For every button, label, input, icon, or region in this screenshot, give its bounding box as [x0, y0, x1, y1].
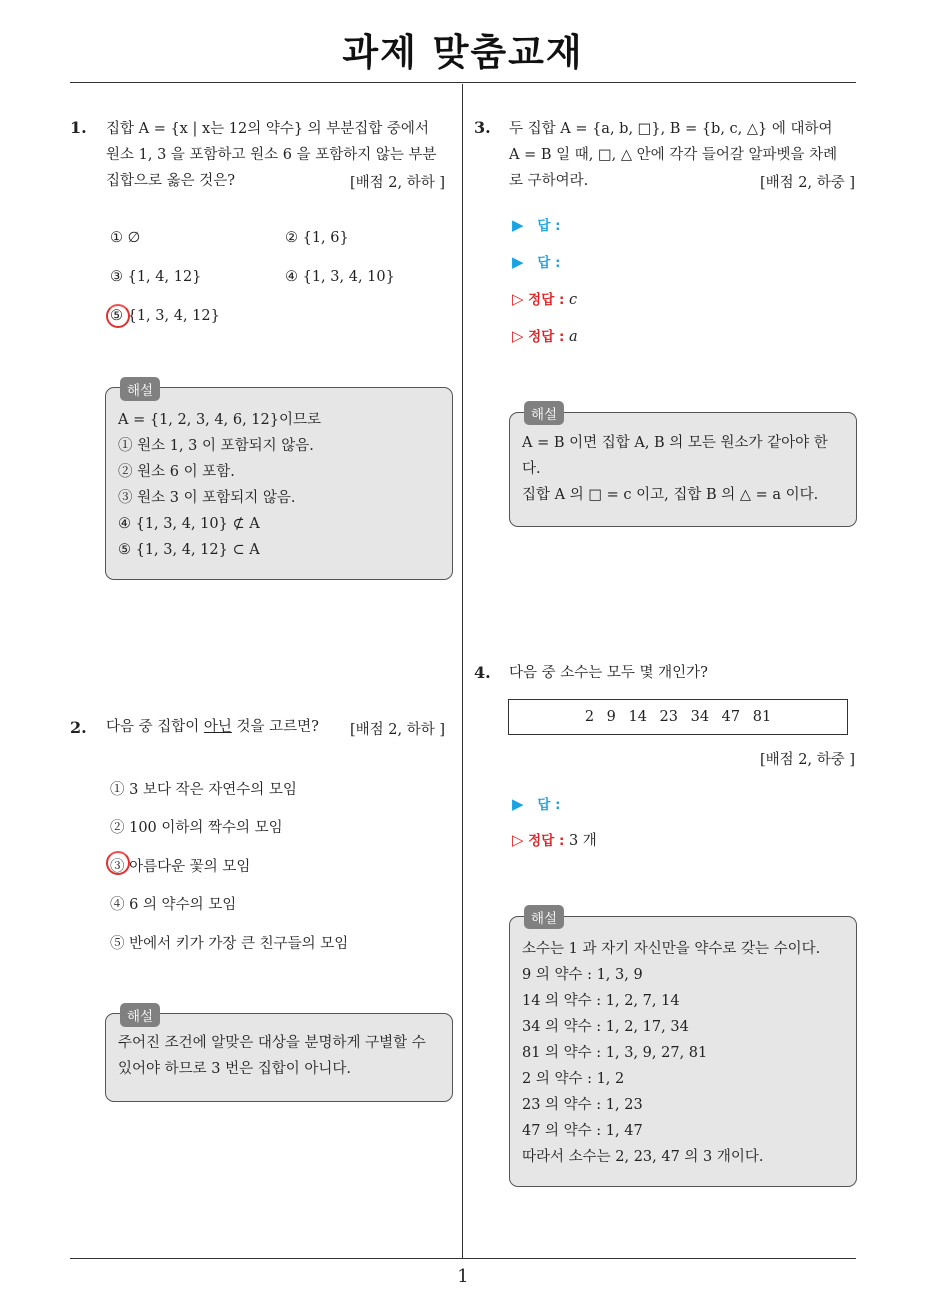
correct-value: c: [568, 292, 578, 308]
q4-solution-line-4: 34 의 약수 : 1, 2, 17, 34: [522, 1019, 689, 1035]
q4-solution-line-3: 14 의 약수 : 1, 2, 7, 14: [522, 993, 680, 1009]
q4-solution-box: [509, 916, 857, 1187]
q3-solution-box: [509, 412, 857, 527]
question-4-number: 4.: [474, 663, 491, 682]
question-4-score: [배점 2, 하중 ]: [760, 752, 856, 768]
question-3-score: [배점 2, 하중 ]: [760, 175, 856, 191]
question-2-text-underline: 아닌: [203, 719, 232, 735]
play-triangle-icon: ▶: [512, 216, 524, 234]
outline-triangle-icon: ▷: [512, 290, 524, 308]
q3-correct-2: [512, 325, 578, 345]
question-3-line-3: 로 구하여라.: [509, 173, 589, 189]
q4-answer[interactable]: [512, 793, 561, 813]
answer-label: 답 :: [537, 797, 561, 813]
correct-value: a: [568, 329, 578, 345]
q2-choice-2[interactable]: ② 100 이하의 짝수의 모임: [110, 820, 283, 836]
question-4-text: 다음 중 소수는 모두 몇 개인가?: [509, 665, 708, 681]
q1-solution-tag: 해설: [120, 377, 160, 401]
q4-solution-line-7: 23 의 약수 : 1, 23: [522, 1097, 643, 1113]
q4-solution-tag: 해설: [524, 905, 564, 929]
question-1-number: 1.: [70, 118, 87, 137]
q3-answer-1[interactable]: [512, 214, 561, 234]
q4-correct: [512, 829, 597, 850]
q4-solution-line-8: 47 의 약수 : 1, 47: [522, 1123, 643, 1139]
correct-value: 3 개: [568, 833, 597, 849]
outline-triangle-icon: ▷: [512, 831, 524, 849]
correct-label: 정답 :: [528, 329, 565, 345]
q4-solution-line-9: 따라서 소수는 2, 23, 47 의 3 개이다.: [522, 1149, 764, 1165]
selected-answer-circle: [106, 851, 130, 875]
q2-choice-3[interactable]: ③ 아름다운 꽃의 모임: [110, 859, 251, 875]
question-2-number: 2.: [70, 718, 87, 737]
footer-divider: [70, 1258, 856, 1259]
page-title: 과제 맞춤교재: [342, 31, 584, 74]
question-2-text: [106, 714, 356, 740]
question-3-line-2: A = B 일 때, □, △ 안에 각각 들어갈 알파벳을 차례: [509, 147, 838, 163]
q1-solution-line-1: A = {1, 2, 3, 4, 6, 12}이므로: [118, 412, 321, 428]
q1-choice-5[interactable]: ⑤ {1, 3, 4, 12}: [110, 308, 220, 324]
question-1-score: [배점 2, 하하 ]: [350, 175, 446, 191]
q4-solution-line-1: 소수는 1 과 자기 자신만을 약수로 갖는 수이다.: [522, 941, 821, 957]
q2-solution-line-2: 있어야 하므로 3 번은 집합이 아니다.: [118, 1061, 351, 1077]
question-1-line-2: 원소 1, 3 을 포함하고 원소 6 을 포함하지 않는 부분: [106, 147, 437, 163]
q1-choice-1[interactable]: ① ∅: [110, 230, 141, 246]
q3-answer-2[interactable]: [512, 251, 561, 271]
q1-solution-line-6: ⑤ {1, 3, 4, 12} ⊂ A: [118, 542, 260, 558]
page-number: 1: [457, 1266, 469, 1287]
answer-label: 답 :: [537, 218, 561, 234]
column-divider: [462, 84, 463, 1259]
q2-choice-5[interactable]: ⑤ 반에서 키가 가장 큰 친구들의 모임: [110, 936, 349, 952]
q2-choice-1[interactable]: ① 3 보다 작은 자연수의 모임: [110, 782, 297, 798]
q2-solution-line-1: 주어진 조건에 알맞은 대상을 분명하게 구별할 수: [118, 1035, 426, 1051]
q3-correct-1: [512, 288, 577, 308]
q1-solution-line-5: ④ {1, 3, 4, 10} ⊄ A: [118, 516, 260, 532]
correct-label: 정답 :: [528, 833, 565, 849]
q1-solution-box: [105, 387, 453, 580]
q1-solution-line-2: ① 원소 1, 3 이 포함되지 않음.: [118, 438, 314, 454]
q4-solution-line-6: 2 의 약수 : 1, 2: [522, 1071, 625, 1087]
selected-answer-circle: [106, 304, 130, 328]
question-2-score: [배점 2, 하하 ]: [350, 722, 446, 738]
answer-label: 답 :: [537, 255, 561, 271]
q2-choice-4[interactable]: ④ 6 의 약수의 모임: [110, 897, 237, 913]
q1-choice-2[interactable]: ② {1, 6}: [285, 230, 349, 246]
question-1-line-3: 집합으로 옳은 것은?: [106, 173, 236, 189]
header-divider: [70, 82, 856, 83]
q3-solution-tag: 해설: [524, 401, 564, 425]
q3-solution-line-3: 집합 A 의 □ = c 이고, 집합 B 의 △ = a 이다.: [522, 487, 819, 503]
q1-solution-line-3: ② 원소 6 이 포함.: [118, 464, 235, 480]
question-3-line-1: 두 집합 A = {a, b, □}, B = {b, c, △} 에 대하여: [509, 121, 833, 137]
q4-number-box: 2 9 14 23 34 47 81: [508, 699, 848, 735]
q1-choice-3[interactable]: ③ {1, 4, 12}: [110, 269, 202, 285]
q3-solution-line-2: 다.: [522, 461, 541, 477]
play-triangle-icon: ▶: [512, 253, 524, 271]
play-triangle-icon: ▶: [512, 795, 524, 813]
correct-label: 정답 :: [528, 292, 565, 308]
question-2-text-after: 것을 고르면?: [231, 719, 319, 735]
q4-solution-line-5: 81 의 약수 : 1, 3, 9, 27, 81: [522, 1045, 708, 1061]
question-2-text-before: 다음 중 집합이: [106, 719, 204, 735]
question-1-line-1: 집합 A = {x | x는 12의 약수} 의 부분집합 중에서: [106, 121, 429, 137]
q4-solution-line-2: 9 의 약수 : 1, 3, 9: [522, 967, 643, 983]
question-3-number: 3.: [474, 118, 491, 137]
q2-solution-tag: 해설: [120, 1003, 160, 1027]
q3-solution-line-1: A = B 이면 집합 A, B 의 모든 원소가 같아야 한: [522, 435, 828, 451]
q1-choice-4[interactable]: ④ {1, 3, 4, 10}: [285, 269, 395, 285]
outline-triangle-icon: ▷: [512, 327, 524, 345]
q1-solution-line-4: ③ 원소 3 이 포함되지 않음.: [118, 490, 296, 506]
